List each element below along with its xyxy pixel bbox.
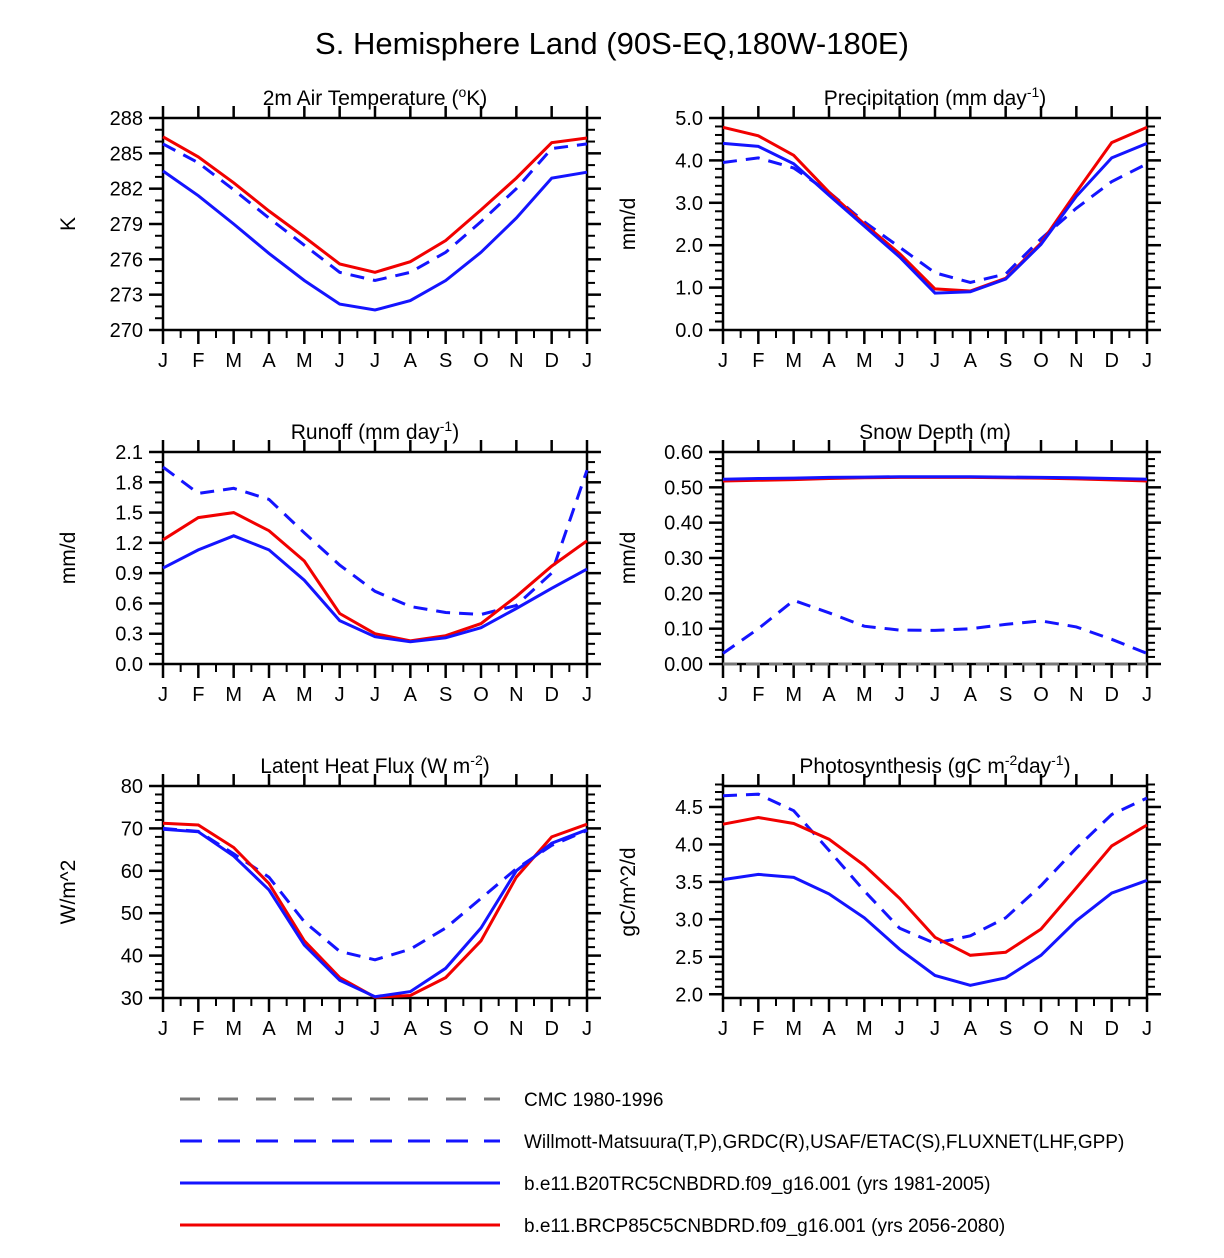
x-tick-label: J (582, 684, 592, 706)
x-tick-label: A (963, 1018, 978, 1040)
x-tick-label: M (785, 684, 803, 706)
legend-item-cmc (180, 1090, 663, 1111)
x-tick-label: J (334, 684, 345, 706)
chart-title: 2m Air Temperature ($^o$K) (262, 84, 488, 110)
legend (0, 1075, 1224, 1258)
x-tick-label: S (998, 1018, 1013, 1040)
y-tick-label: 288 (109, 108, 143, 130)
legend-label: b.e11.B20TRC5CNBDRD.f09_g16.001 (yrs 1981-2005) (524, 1174, 991, 1195)
x-tick-label: J (370, 684, 380, 706)
x-tick-label: J (894, 684, 905, 706)
chart-photosynthesis (617, 752, 1161, 1040)
x-tick-label: F (752, 350, 765, 372)
chart-title: Runoff (mm day$^{-1}$) (290, 418, 460, 444)
x-tick-label: N (1069, 684, 1084, 706)
x-tick-label: S (438, 684, 453, 706)
x-tick-label: J (158, 684, 168, 706)
chart-title: Photosynthesis (gC $m^{-2}day^{-1}$) (799, 752, 1071, 778)
x-tick-label: J (894, 1018, 905, 1040)
x-tick-label: A (403, 684, 418, 706)
y-tick-label: 2.0 (675, 235, 703, 258)
x-tick-label: A (262, 684, 276, 706)
x-tick-label: S (998, 350, 1013, 372)
x-tick-label: M (295, 684, 313, 706)
y-tick-label: 0.10 (664, 618, 703, 641)
x-tick-label: J (158, 350, 168, 372)
y-tick-label: 40 (120, 945, 143, 968)
y-axis-label: W/m^2 (57, 859, 80, 925)
x-tick-label: J (718, 350, 728, 372)
x-tick-label: J (334, 350, 345, 372)
y-tick-label: 1.0 (675, 277, 703, 300)
x-tick-label: J (370, 350, 380, 372)
main-title: S. Hemisphere Land (90S-EQ,180W-180E) (315, 26, 909, 61)
x-tick-label: A (963, 684, 978, 706)
series-b20trc (723, 143, 1147, 293)
y-tick-label: 0.9 (115, 563, 143, 586)
x-tick-label: J (1142, 350, 1152, 372)
x-tick-label: A (822, 350, 836, 372)
x-tick-label: M (225, 1018, 243, 1040)
x-tick-label: J (1142, 684, 1152, 706)
x-tick-label: D (544, 350, 559, 372)
y-tick-label: 282 (109, 178, 143, 201)
series-brcp85 (723, 818, 1147, 956)
x-tick-label: M (855, 684, 873, 706)
series-brcp85 (723, 127, 1147, 291)
x-tick-label: S (998, 684, 1013, 706)
plot-frame (163, 786, 587, 998)
x-tick-label: F (192, 350, 205, 372)
y-tick-label: 3.0 (675, 909, 703, 932)
y-tick-label: 0.50 (664, 477, 703, 500)
y-tick-label: 50 (120, 903, 143, 926)
chart-precipitation (617, 84, 1161, 372)
x-tick-label: O (1033, 350, 1049, 372)
y-tick-label: 0.30 (664, 548, 703, 570)
chart-air-temperature (57, 84, 601, 372)
series-brcp85 (163, 137, 587, 272)
x-tick-label: O (1033, 684, 1049, 706)
y-tick-label: 0.6 (115, 593, 143, 616)
x-tick-label: A (262, 1018, 276, 1040)
x-tick-label: A (262, 350, 276, 372)
y-tick-label: 0.00 (664, 654, 703, 676)
chart-snow-depth (617, 421, 1161, 706)
y-tick-label: 273 (109, 284, 143, 307)
x-tick-label: S (438, 1018, 453, 1040)
y-tick-label: 1.8 (115, 472, 143, 495)
x-tick-label: N (509, 1018, 524, 1040)
y-axis-label: mm/d (57, 531, 80, 585)
x-tick-label: J (158, 1018, 168, 1040)
y-tick-label: 3.0 (675, 192, 703, 215)
x-tick-label: D (544, 1018, 559, 1040)
x-tick-label: M (295, 1018, 313, 1040)
y-axis-label: K (57, 216, 80, 232)
series-b20trc (163, 171, 587, 310)
x-tick-label: J (930, 684, 940, 706)
y-tick-label: 2.0 (675, 984, 703, 1007)
y-tick-label: 0.3 (115, 623, 143, 646)
chart-title: Latent Heat Flux (W $m^{-2}$) (260, 752, 490, 778)
y-tick-label: 30 (120, 988, 143, 1010)
x-tick-label: O (473, 684, 489, 706)
x-tick-label: J (582, 350, 592, 372)
x-tick-label: D (1104, 1018, 1119, 1040)
y-tick-label: 5.0 (675, 108, 703, 130)
legend-label: CMC 1980-1996 (524, 1090, 664, 1111)
y-axis-label: mm/d (617, 197, 640, 251)
series-obs (723, 600, 1147, 653)
x-tick-label: O (1033, 1018, 1049, 1040)
series-obs (723, 158, 1147, 283)
y-tick-label: 4.0 (675, 834, 703, 857)
y-tick-label: 0.60 (664, 442, 703, 464)
x-tick-label: D (1104, 350, 1119, 372)
series-obs (163, 828, 587, 959)
y-tick-label: 60 (120, 860, 143, 883)
legend-item-obs (180, 1132, 1124, 1153)
x-tick-label: F (192, 684, 205, 706)
y-tick-label: 3.5 (675, 871, 703, 894)
x-tick-label: A (822, 1018, 836, 1040)
y-tick-label: 4.0 (675, 150, 703, 173)
x-tick-label: D (1104, 684, 1119, 706)
x-tick-label: M (225, 684, 243, 706)
series-brcp85 (163, 513, 587, 641)
y-tick-label: 1.5 (115, 502, 143, 525)
y-tick-label: 0.20 (664, 583, 703, 606)
x-tick-label: M (225, 350, 243, 372)
plot-frame (723, 786, 1147, 998)
y-tick-label: 80 (120, 776, 143, 798)
y-tick-label: 0.0 (115, 654, 143, 676)
series-obs (163, 467, 587, 614)
legend-item-brcp85 (180, 1216, 1005, 1237)
y-tick-label: 4.5 (675, 796, 703, 819)
x-tick-label: J (718, 1018, 728, 1040)
x-tick-label: N (509, 350, 524, 372)
y-tick-label: 2.5 (675, 946, 703, 969)
y-tick-label: 0.40 (664, 512, 703, 535)
x-tick-label: J (718, 684, 728, 706)
y-axis-label: mm/d (617, 531, 640, 585)
x-tick-label: A (963, 350, 978, 372)
y-tick-label: 1.2 (115, 532, 143, 555)
y-tick-label: 285 (109, 143, 143, 166)
x-tick-label: O (473, 1018, 489, 1040)
y-tick-label: 70 (120, 818, 143, 841)
legend-label: b.e11.BRCP85C5CNBDRD.f09_g16.001 (yrs 2056-2080) (524, 1216, 1006, 1237)
y-tick-label: 279 (109, 214, 143, 236)
plot-frame (163, 118, 587, 330)
plot-frame (723, 452, 1147, 664)
x-tick-label: N (1069, 350, 1084, 372)
x-tick-label: M (785, 350, 803, 372)
x-tick-label: J (334, 1018, 345, 1040)
x-tick-label: J (1142, 1018, 1152, 1040)
y-tick-label: 276 (109, 249, 143, 272)
y-axis-label: gC/m^2/d (617, 847, 640, 937)
series-obs (723, 794, 1147, 943)
x-tick-label: N (1069, 1018, 1084, 1040)
x-tick-label: O (473, 350, 489, 372)
x-tick-label: M (855, 350, 873, 372)
x-tick-label: F (192, 1018, 205, 1040)
series-b20trc (723, 874, 1147, 985)
chart-title: Precipitation (mm day$^{-1}$) (823, 84, 1047, 110)
x-tick-label: J (930, 1018, 940, 1040)
chart-latent-heat-flux (57, 752, 601, 1040)
x-tick-label: A (403, 350, 418, 372)
legend-item-b20trc (180, 1174, 990, 1195)
chart-runoff (57, 418, 601, 706)
y-tick-label: 0.0 (675, 320, 703, 342)
x-tick-label: M (785, 1018, 803, 1040)
x-tick-label: F (752, 1018, 765, 1040)
x-tick-label: A (403, 1018, 418, 1040)
x-tick-label: M (855, 1018, 873, 1040)
x-tick-label: F (752, 684, 765, 706)
x-tick-label: J (930, 350, 940, 372)
y-tick-label: 2.1 (115, 442, 143, 464)
x-tick-label: S (438, 350, 453, 372)
x-tick-label: J (894, 350, 905, 372)
series-b20trc (163, 829, 587, 997)
x-tick-label: N (509, 684, 524, 706)
x-tick-label: J (370, 1018, 380, 1040)
legend-label: Willmott-Matsuura(T,P),GRDC(R),USAF/ETAC(S),FLUXNET(LHF,GPP) (524, 1132, 1125, 1153)
x-tick-label: D (544, 684, 559, 706)
x-tick-label: J (582, 1018, 592, 1040)
x-tick-label: A (822, 684, 836, 706)
chart-title: Snow Depth (m) (859, 421, 1011, 444)
x-tick-label: M (295, 350, 313, 372)
y-tick-label: 270 (109, 320, 143, 342)
